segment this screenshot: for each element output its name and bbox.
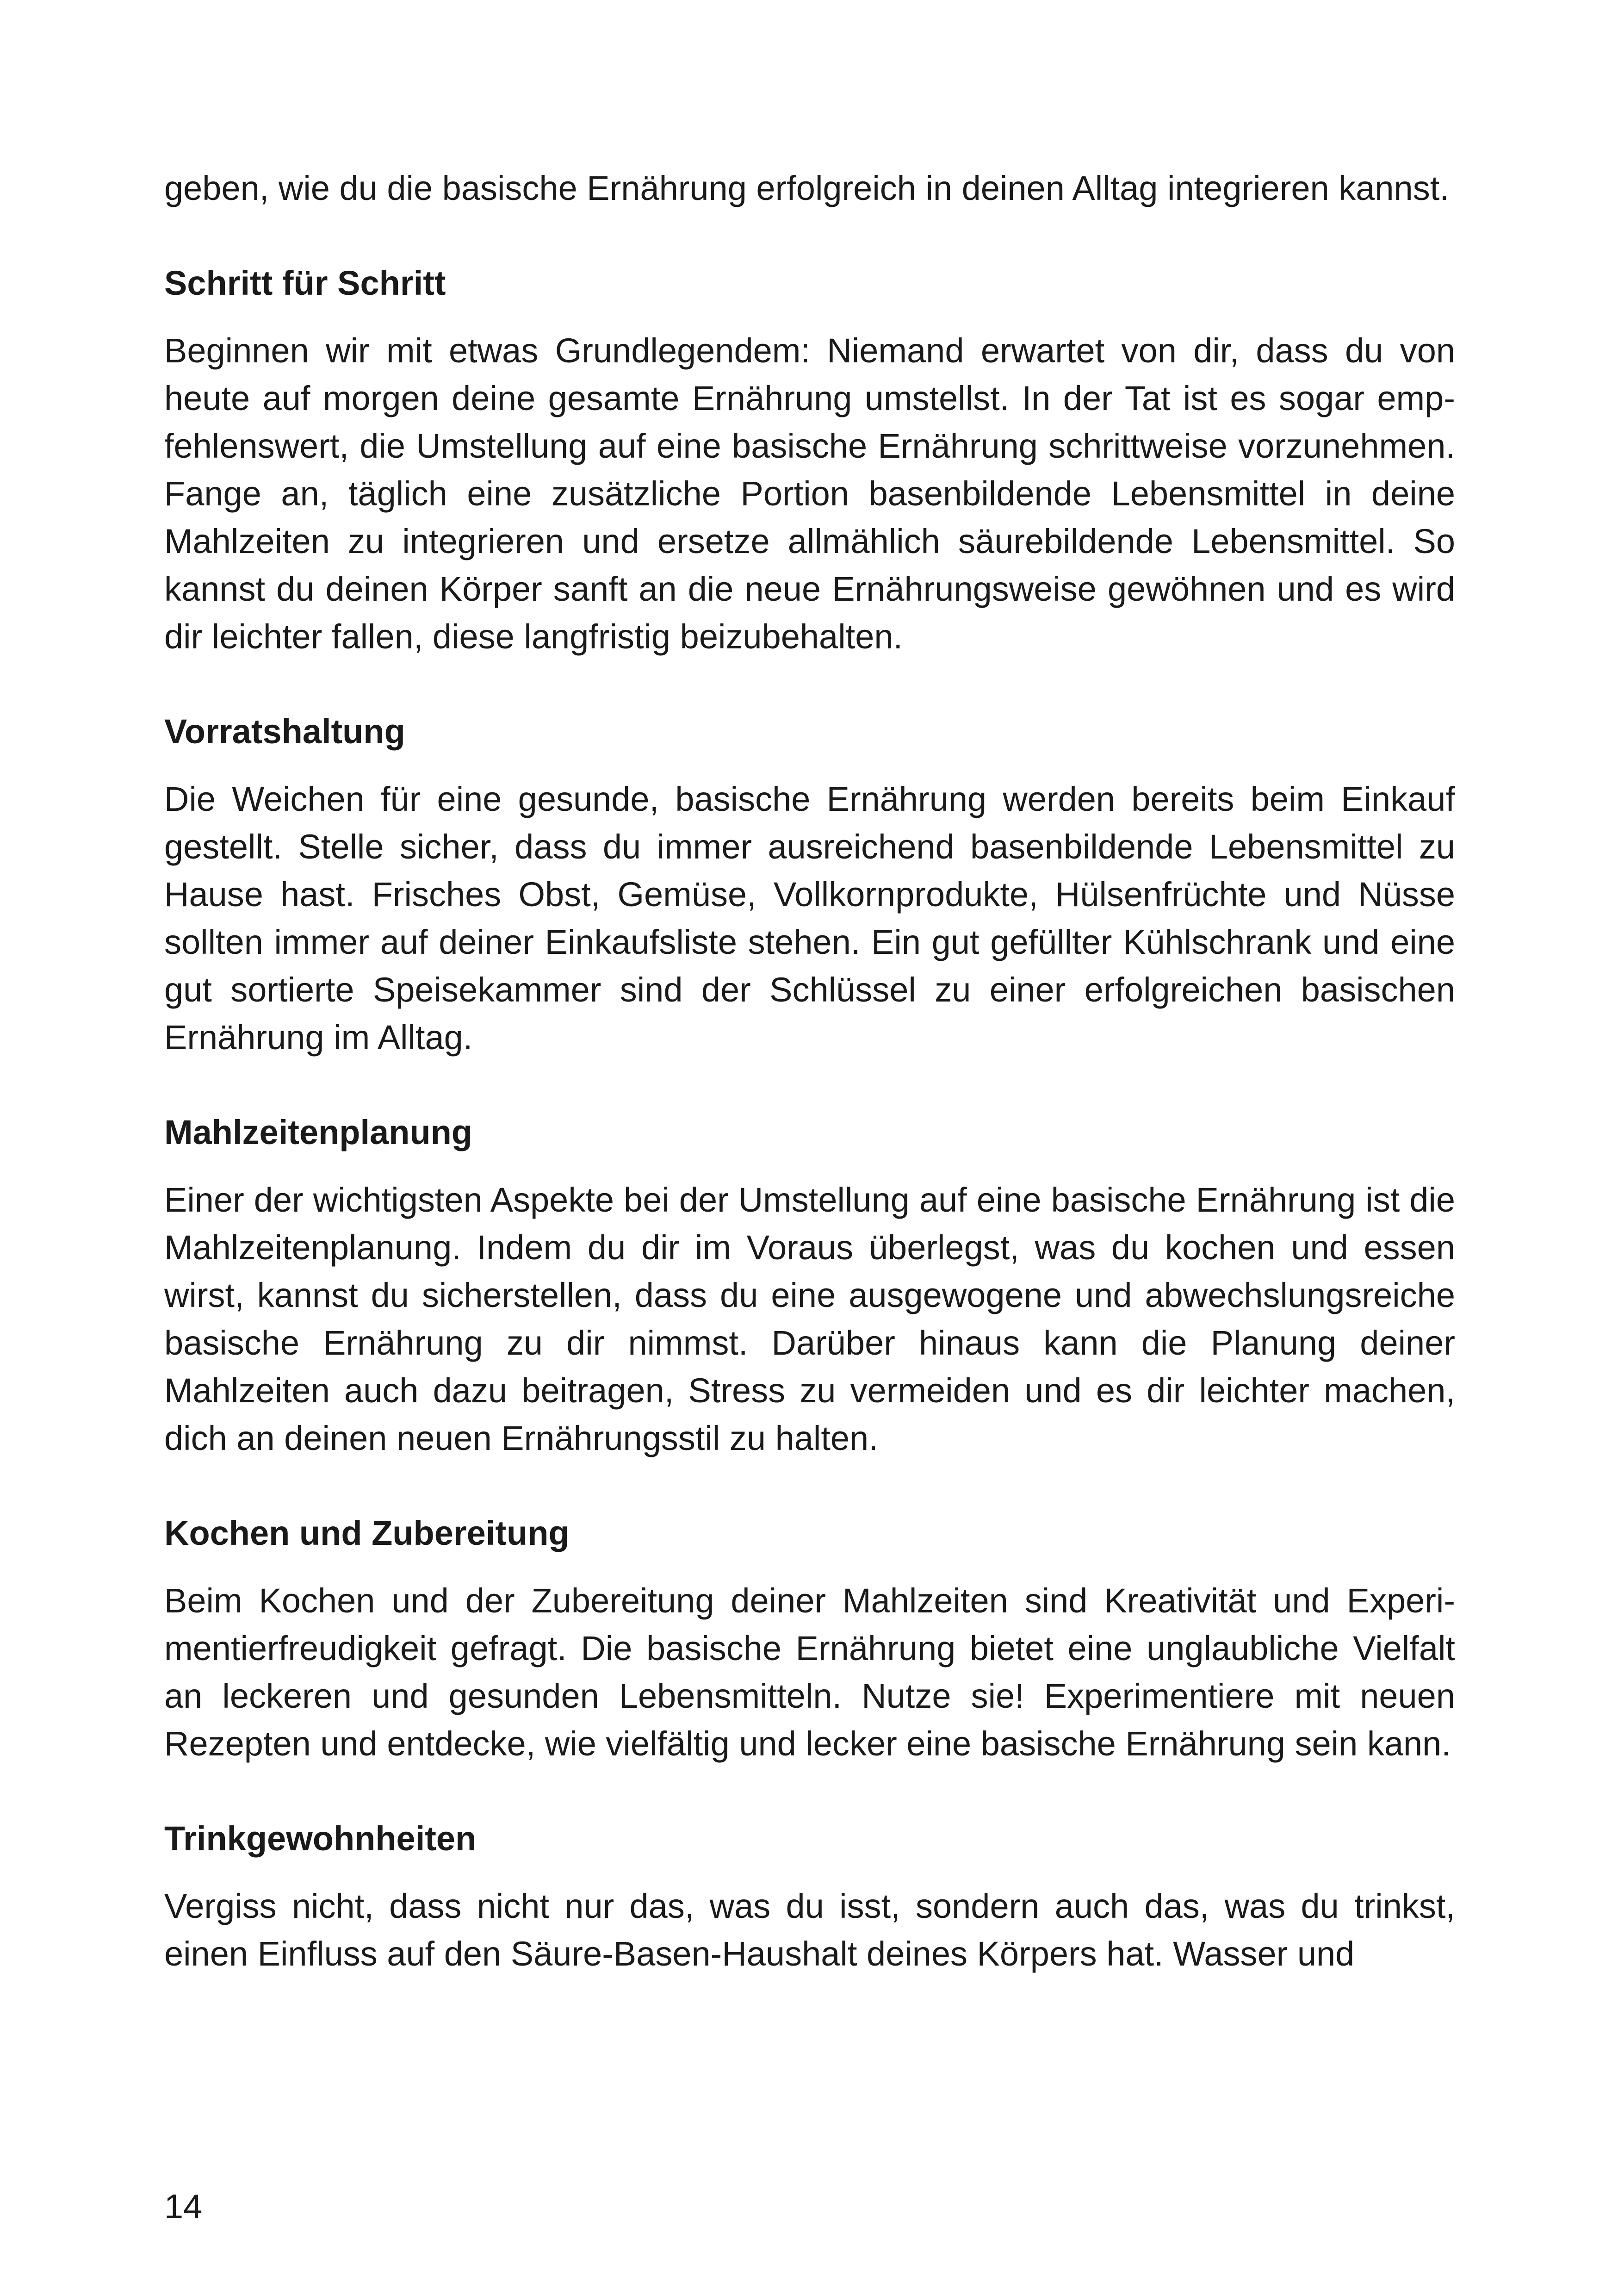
section-heading-kochen-und-zubereitung: Kochen und Zubereitung: [164, 1514, 570, 1552]
section-heading-schritt-fuer-schritt: Schritt für Schritt: [164, 264, 446, 302]
page-content: [164, 164, 1455, 1978]
section-heading-trinkgewohnheiten: Trinkgewohnheiten: [164, 1819, 477, 1858]
section-body-schritt-fuer-schritt: Beginnen wir mit etwas Grundlegendem: Niemand erwartet von dir, dass du von heute auf morgen deine gesamte Ernährung umstellst. In der Tat ist es sogar empfehlenswert, die Umstellung auf eine basische Ernährung schrittweise vorzunehmen. Fange an, täglich eine zusätzliche Portion basenbildende Lebensmittel in deine Mahlzeiten zu integrieren und ersetze allmählich säurebildende Lebensmittel. So kannst du deinen Körper sanft an die neue Ernährungsweise gewöhnen und es wird dir leichter fallen, diese langfristig beizubehalten.: [164, 331, 1455, 656]
section-body-kochen-und-zubereitung: Beim Kochen und der Zubereitung deiner Mahlzeiten sind Kreativität und Experimentierfreudigkeit gefragt. Die basische Ernährung bietet eine unglaubliche Vielfalt an leckeren und gesunden Lebensmitteln. Nutze sie! Experimentiere mit neuen Rezepten und entdecke, wie vielfältig und lecker eine basische Ernährung sein kann.: [164, 1581, 1455, 1763]
section-heading-mahlzeitenplanung: Mahlzeitenplanung: [164, 1113, 472, 1151]
section-body-trinkgewohnheiten: Vergiss nicht, dass nicht nur das, was du isst, sondern auch das, was du trinkst, einen Einfluss auf den Säure-Basen-Haushalt deines Körpers hat. Wasser und: [164, 1887, 1455, 1973]
section-body-mahlzeitenplanung: Einer der wichtigsten Aspekte bei der Umstellung auf eine basische Ernährung ist die Mahlzeitenplanung. Indem du dir im Voraus überlegst, was du kochen und essen wirst, kannst du sicherstellen, dass du eine ausgewogene und abwechslungsreiche basische Ernährung zu dir nimmst. Darüber hinaus kann die Planung deiner Mahlzeiten auch dazu beitragen, Stress zu vermeiden und es dir leichter machen, dich an deinen neuen Ernährungsstil zu halten.: [164, 1181, 1455, 1457]
page-number: 14: [164, 2187, 203, 2226]
section-body-vorratshaltung: Die Weichen für eine gesunde, basische Ernährung werden bereits beim Einkauf gestellt. Stelle sicher, dass du immer ausreichend basenbildende Lebensmittel zu Hause hast. Frisches Obst, Gemüse, Vollkornprodukte, Hülsenfrüchte und Nüsse sollten immer auf deiner Einkaufsliste stehen. Ein gut gefüllter Kühlschrank und eine gut sortierte Speisekammer sind der Schlüssel zu einer erfolgreichen basischen Ernährung im Alltag.: [164, 780, 1455, 1057]
intro-paragraph: geben, wie du die basische Ernährung erfolgreich in deinen Alltag integrieren kannst.: [164, 169, 1449, 207]
section-heading-vorratshaltung: Vorratshaltung: [164, 712, 405, 751]
